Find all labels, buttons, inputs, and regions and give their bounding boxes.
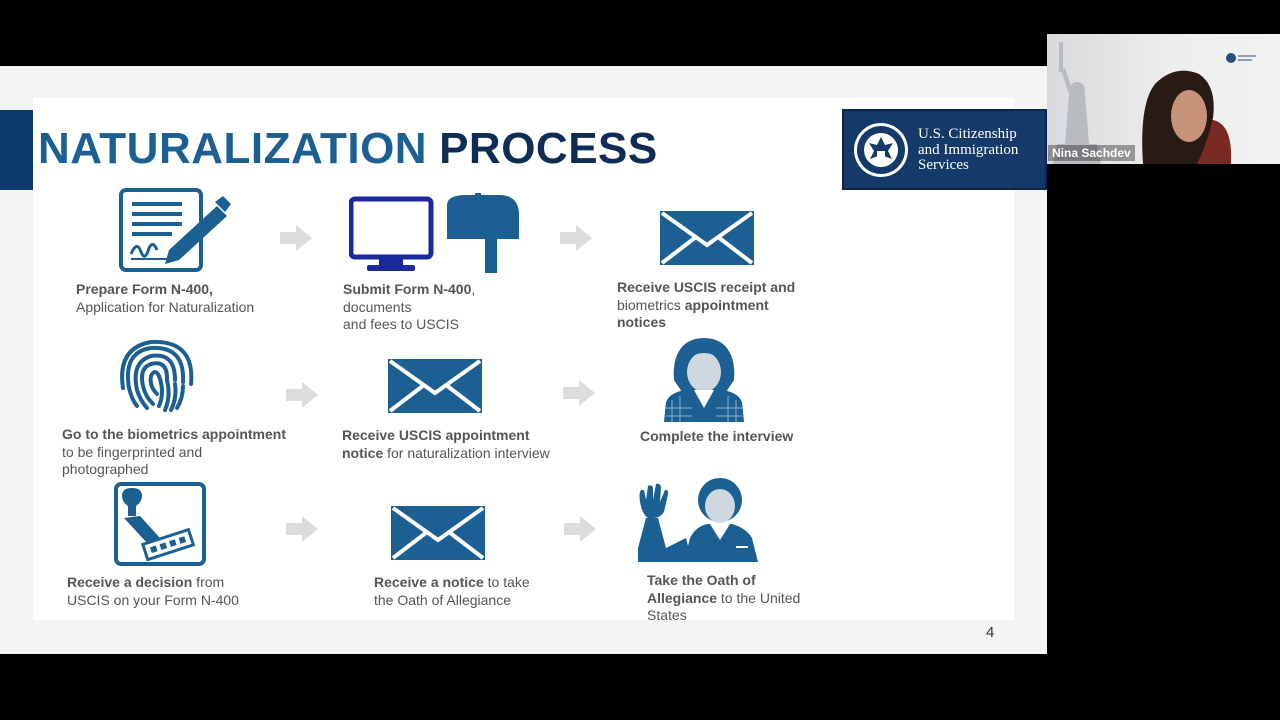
- step-2-comma: ,: [471, 281, 476, 297]
- step-7-text: from: [192, 574, 225, 590]
- page-number: 4: [986, 624, 995, 641]
- step-9-text: to the United: [717, 589, 801, 606]
- step-1-bold: Prepare Form N-400,: [76, 281, 213, 297]
- step-3-bold-2: appointment: [684, 296, 769, 313]
- arrow-right-icon: [564, 516, 596, 542]
- arrow-right-icon: [286, 516, 318, 542]
- step-receive-decision: [67, 574, 317, 609]
- step-6-bold: Complete the interview: [640, 428, 794, 444]
- agency-line-2: and Immigration: [918, 141, 1019, 158]
- step-5-bold-1: Receive USCIS appointment: [342, 427, 530, 443]
- envelope-icon: [391, 506, 485, 560]
- step-9-line-3: States: [647, 607, 687, 623]
- step-3-bold-1: Receive USCIS receipt and: [617, 279, 796, 295]
- step-8-text: to take: [483, 574, 530, 590]
- arrow-right-icon: [563, 380, 595, 406]
- step-4-bold: Go to the biometrics appointment: [62, 426, 287, 442]
- step-1-text: Application for Naturalization: [76, 298, 255, 315]
- step-9-bold-2: Allegiance: [647, 589, 718, 606]
- step-8-bold: Receive a notice: [374, 574, 484, 590]
- computer-mailbox-icon: [349, 193, 521, 275]
- step-3-text: biometrics: [617, 296, 685, 313]
- participant-name-label: Nina Sachdev: [1048, 145, 1135, 161]
- step-4-line-3: photographed: [62, 461, 149, 477]
- step-submit-form: [343, 281, 593, 334]
- envelope-icon: [660, 211, 754, 265]
- step-7-bold: Receive a decision: [67, 574, 193, 590]
- title-part-1: NATURALIZATION: [38, 124, 428, 173]
- step-interview: [640, 428, 890, 446]
- arrow-right-icon: [560, 225, 592, 251]
- participant-video-tile[interactable]: [1047, 34, 1280, 164]
- oath-icon: [636, 478, 760, 562]
- dhs-seal-icon: [852, 121, 910, 179]
- agency-name: [918, 127, 1046, 174]
- step-receive-appointment: [342, 427, 582, 462]
- agency-line-3: Services: [918, 157, 969, 173]
- arrow-right-icon: [280, 225, 312, 251]
- step-receive-notice: [374, 574, 624, 609]
- step-8-line-2: the Oath of Allegiance: [374, 591, 511, 608]
- step-prepare-form: [76, 281, 326, 316]
- stamp-icon: [114, 482, 206, 566]
- step-2-line-2: documents: [343, 298, 412, 315]
- step-receive-receipt: [617, 279, 867, 332]
- step-7-line-2: USCIS on your Form N-400: [67, 591, 239, 608]
- agency-line-1: U.S. Citizenship: [918, 126, 1017, 142]
- step-take-oath: [647, 572, 847, 625]
- envelope-icon: [388, 359, 482, 413]
- title-part-2: PROCESS: [439, 124, 658, 173]
- step-biometrics: [62, 426, 322, 479]
- step-5-text: for naturalization interview: [383, 444, 550, 461]
- step-2-bold: Submit Form N-400: [343, 281, 472, 297]
- step-2-line-3: and fees to USCIS: [343, 316, 459, 332]
- fingerprint-icon: [120, 340, 198, 414]
- step-9-bold-1: Take the Oath of: [647, 572, 756, 588]
- slide-title: [38, 124, 658, 174]
- form-sign-icon: [119, 188, 231, 272]
- step-4-line-2: to be fingerprinted and: [62, 443, 203, 460]
- interviewer-icon: [662, 336, 746, 422]
- left-accent-bar: [0, 110, 33, 190]
- step-3-bold-3: notices: [617, 314, 667, 330]
- arrow-right-icon: [286, 382, 318, 408]
- step-5-bold-2: notice: [342, 444, 384, 461]
